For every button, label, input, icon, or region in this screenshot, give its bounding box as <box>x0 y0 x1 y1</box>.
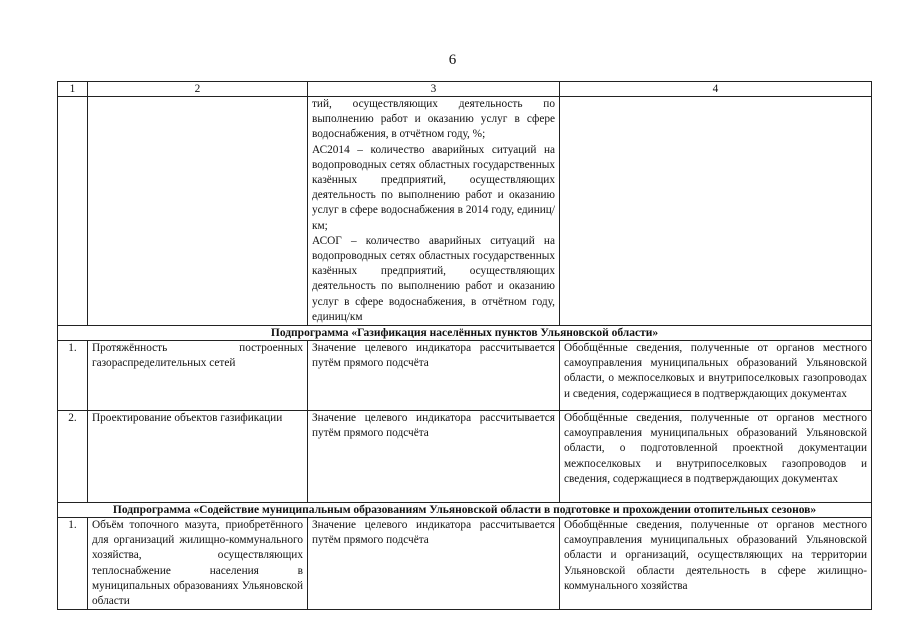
table-row <box>58 411 872 503</box>
table-row <box>58 341 872 411</box>
table-header-row <box>58 82 872 97</box>
subprogram-title-row <box>58 503 872 518</box>
indicators-table <box>57 81 872 610</box>
data-source: Обобщённые сведения, полученные от органов местного самоуправления муниципальных образований Ульяновской области и организаций, осуществляющих на территории Ульяновской области деятельность в сфере жилищно-коммунального хозяйства <box>560 518 872 610</box>
table-row <box>58 518 872 610</box>
subprogram-title: Подпрограмма «Содействие муниципальным образованиям Ульяновской области в подготовке и прохождении отопительных сезонов» <box>58 503 872 518</box>
indicator-name: Проектирование объектов газификации <box>88 411 308 503</box>
cell-source <box>560 97 872 326</box>
indicator-name: Протяжённость построенных газораспределительных сетей <box>88 341 308 411</box>
calculation-method: Значение целевого индикатора рассчитывается путём прямого подсчёта <box>308 518 560 610</box>
row-number: 1. <box>58 518 88 610</box>
calculation-method: Значение целевого индикатора рассчитывается путём прямого подсчёта <box>308 341 560 411</box>
header-col-3: 3 <box>308 82 560 97</box>
cell-name <box>88 97 308 326</box>
subprogram-title-row <box>58 326 872 341</box>
formula-text: АСОГ – количество аварийных ситуаций на водопроводных сетях областных государственных казённых предприятий, осуществляющих деятельность по выполнению работ и оказанию услуг в сфере водоснабжения, в отчётном году, единиц/км <box>312 234 555 323</box>
row-number: 1. <box>58 341 88 411</box>
data-source: Обобщённые сведения, полученные от органов местного самоуправления муниципальных образований Ульяновской области, о подготовленной проектной документации межпоселковых и внутрипоселковых газопроводов и сведения, содержащиеся в подтверждающих документах <box>560 411 872 503</box>
header-col-1: 1 <box>58 82 88 97</box>
header-col-4: 4 <box>560 82 872 97</box>
row-number: 2. <box>58 411 88 503</box>
subprogram-title: Подпрограмма «Газификация населённых пунктов Ульяновской области» <box>58 326 872 341</box>
cell-method <box>308 97 560 326</box>
formula-text: АС2014 – количество аварийных ситуаций на водопроводных сетях областных государственных казённых предприятий, осуществляющих деятельность по выполнению работ и оказанию услуг в сфере водоснабжения в 2014 году, единиц/км; <box>312 143 555 232</box>
header-col-2: 2 <box>88 82 308 97</box>
cell-num <box>58 97 88 326</box>
indicator-name: Объём топочного мазута, приобретённого для организаций жилищно-коммунального хозяйства, осуществляющих теплоснабжение населения в муниципальных образованиях Ульяновской области <box>88 518 308 610</box>
data-source: Обобщённые сведения, полученные от органов местного самоуправления муниципальных образований Ульяновской области, о межпоселковых и внутрипоселковых газопроводах и сведения, содержащиеся в подтверждающих документах <box>560 341 872 411</box>
page-number: 6 <box>448 52 457 68</box>
calculation-method: Значение целевого индикатора рассчитывается путём прямого подсчёта <box>308 411 560 503</box>
table-row <box>58 97 872 326</box>
formula-text: тий, осуществляющих деятельность по выполнению работ и оказанию услуг в сфере водоснабжения, в отчётном году, %; <box>312 98 555 141</box>
